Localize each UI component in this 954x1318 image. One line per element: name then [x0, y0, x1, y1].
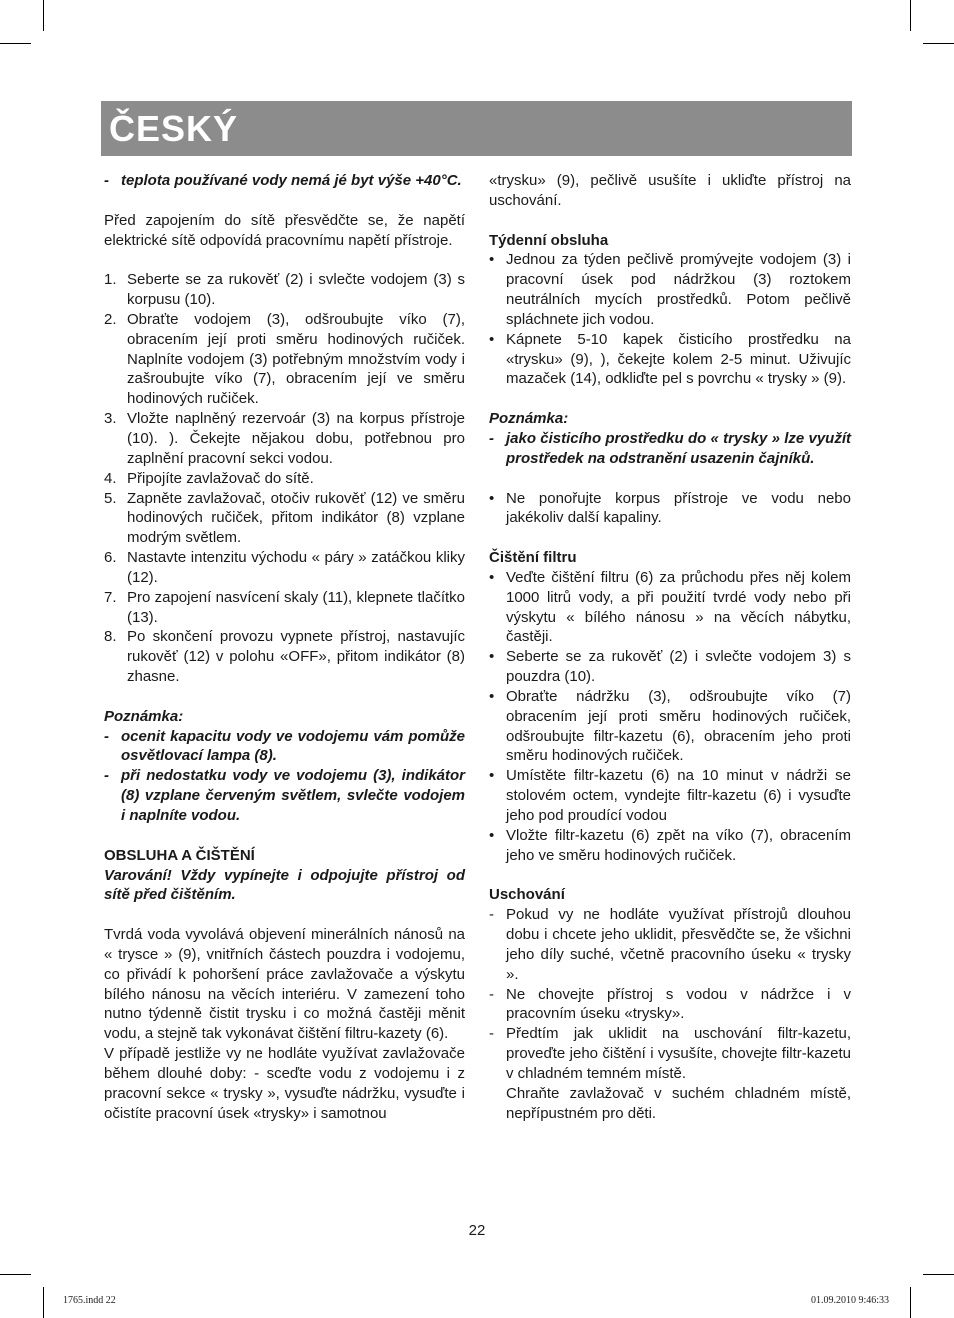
intro-paragraph: Před zapojením do sítě přesvědčte se, že napětí elektrické sítě odpovídá pracovnímu napětí přístroje.: [104, 211, 465, 249]
dash-marker: -: [104, 172, 109, 189]
hard-water-paragraph: Tvrdá voda vyvolává objevení minerálních nánosů na « trysce » (9), vnitřních částech pouzdra i vodojemu, co přivádí k pohoršení práce zavlažovače a výskytu bílého nánosu na věcích interiéru. V zamezení toho nutno týdenně čistit trysku i co možná častěji měnit vodu, a stejně tak vykonávat čištění filtru-kazety (6).: [104, 926, 465, 1043]
crop-mark-bottom-left-v: [43, 1287, 44, 1318]
list-item: - Předtím jak uklidit na uschování filtr-kazetu, proveďte jeho čištění i vysušíte, chovejte filtr-kazetu v chladném temném místě.: [489, 1025, 851, 1082]
storage-heading: Uschování: [489, 886, 565, 904]
page-title: ČESKÝ: [109, 108, 239, 149]
long-pause-paragraph: V případě jestliže vy ne hodláte využívat zavlažovače během dlouhé doby: - sceďte vodu z vodojemu i z pracovní sekce « trysky », vysuďte nádržku, vysuďte i očistíte pracovní úsek «trysky» i samotnou: [104, 1045, 465, 1122]
right-column: [489, 171, 851, 1124]
list-item: • Jednou za týden pečlivě promývejte vodojem (3) i pracovní úsek pod nádržkou (3) roztokem neutrálních mycích prostředků. Potom pečlivě spláchnete jich vodou.: [489, 251, 851, 328]
list-item: 4. Připojíte zavlažovač do sítě.: [104, 469, 314, 487]
note-heading: Poznámka:: [104, 707, 184, 725]
list-item: 3. Vložte naplněný rezervoár (3) na korpus přístroje (10). ). Čekejte nějakou dobu, potřebnou pro zaplnění pracovní sekci vodou.: [104, 410, 465, 467]
footer-timestamp: 01.09.2010 9:46:33: [810, 1295, 889, 1306]
list-item: - Ne chovejte přístroj s vodou v nádržce i v pracovním úseku «trysky».: [489, 985, 851, 1023]
page-number: 22: [468, 1222, 486, 1239]
crop-mark-top-right-v: [910, 0, 911, 31]
note-item: - při nedostatku vody ve vodojemu (3), indikátor (8) vzplane červeným světlem, svlečte vodojem i naplníte vodou.: [104, 767, 465, 824]
footer-file: 1765.indd 22: [63, 1295, 116, 1306]
list-item: 2. Obraťte vodojem (3), odšroubujte víko (7), obracením její proti směru hodinových ručiček. Naplníte vodojem (3) potřebným množstvím vody i zašroubujte víko (7), obracením její ve směru hodinových ručiček.: [104, 310, 465, 408]
list-item: • Ne ponořujte korpus přístroje ve vodu nebo jakékoliv další kapaliny.: [489, 489, 851, 527]
steps-list: [104, 270, 465, 687]
cleaning-warning: Varování! Vždy vypínejte i odpojujte přístroj od sítě před čištěním.: [104, 866, 465, 904]
continuation-paragraph: «trysku» (9), pečlivě usušíte i ukliďte přístroj na uschování.: [489, 172, 851, 209]
list-item: 8. Po skončení provozu vypnete přístroj, nastavujíc rukověť (12) v polohu «OFF», přitom indikátor (8) zhasne.: [104, 628, 465, 686]
weekly-heading: Týdenní obsluha: [489, 231, 609, 249]
note-item: - ocenit kapacitu vody ve vodojemu vám pomůže osvětlovací lampa (8).: [104, 727, 465, 765]
crop-mark-top-right-h: [923, 43, 954, 44]
crop-mark-bottom-left-h: [0, 1274, 31, 1275]
list-item: - Pokud vy ne hodláte využívat přístrojů dlouhou dobu i chcete jeho uklidit, přesvědčte se, že všichni jeho díly suché, včetně pracovního úseku « trysky ».: [489, 906, 851, 983]
crop-mark-bottom-right-v: [910, 1287, 911, 1318]
list-item: • Kápnete 5-10 kapek čisticího prostředku na «trysku» (9), ), čekejte kolem 2-5 minut. Uživujíc mazaček (14), odkliďte pel s povrchu « trysky » (9).: [489, 330, 851, 388]
intro-warning: - teplota používané vody nemá jé byt výše +40°C.: [104, 172, 462, 189]
list-item: 7. Pro zapojení nasvícení skaly (11), klepnete tlačítko (13).: [104, 588, 465, 626]
list-item: 5. Zapněte zavlažovač, otočiv rukověť (12) ve směru hodinových ručiček, přitom indikátor (8) vzplane modrým světlem.: [104, 489, 465, 547]
cleaning-heading: OBSLUHA A ČIŠTĚNÍ: [104, 846, 255, 864]
filter-heading: Čištění filtru: [489, 549, 577, 567]
list-item: 6. Nastavte intenzitu východu « páry » zatáčkou kliky (12).: [104, 549, 465, 586]
list-item: 1. Seberte se za rukověť (2) i svlečte vodojem (3) s korpusu (10).: [104, 271, 465, 309]
crop-mark-bottom-right-h: [923, 1274, 954, 1275]
list-item: • Umístěte filtr-kazetu (6) na 10 minut v nádrži se stolovém octem, vyndejte filtr-kazetu (6) i vysuďte jeho pod proudící vodou: [489, 767, 851, 824]
list-item: • Veďte čištění filtru (6) za průchodu přes něj kolem 1000 litrů vody, a při použití tvrdé vody nebo při výskytu « bílého nánosu » na věcích nábytku, častěji.: [489, 568, 851, 646]
note-item: - jako čisticího prostředku do « trysky » lze využít prostředek na odstranění usazenin čajníků.: [489, 429, 851, 467]
crop-mark-top-left-v: [43, 0, 44, 31]
list-item: • Vložte filtr-kazetu (6) zpět na víko (7), obracením jeho ve směru hodinových ručiček.: [489, 826, 851, 864]
list-item: • Seberte se za rukověť (2) i svlečte vodojem 3) s pouzdra (10).: [489, 648, 851, 686]
language-banner: [101, 101, 852, 156]
list-item: • Obraťte nádržku (3), odšroubujte víko (7) obracením její proti směru hodinových ručiček, odšroubujte filtr-kazetu (6), obracením jeho proti směru hodinových ručiček.: [489, 687, 851, 765]
note-heading: Poznámka:: [489, 410, 569, 428]
left-column: [104, 171, 465, 1124]
crop-mark-top-left-h: [0, 43, 31, 44]
storage-final: Chraňte zavlažovač v suchém chladném místě, nepřípustném pro děti.: [506, 1084, 851, 1122]
